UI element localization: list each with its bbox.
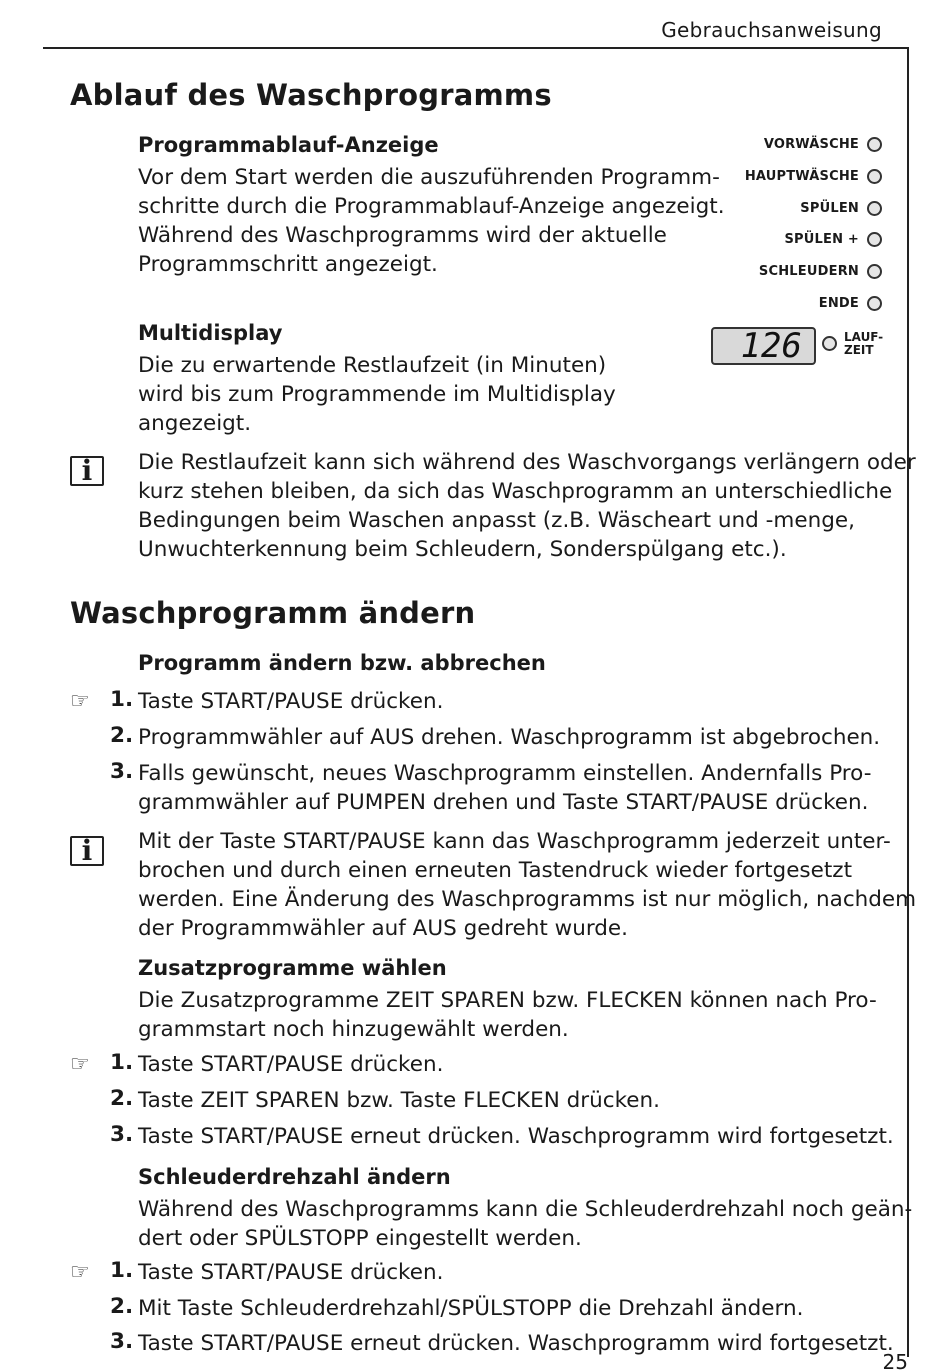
info-icon: i	[70, 836, 104, 866]
step-text: Taste START/PAUSE erneut drücken. Waschprogramm wird fortgesetzt.	[138, 1124, 894, 1149]
text-line: Die Zusatzprogramme ZEIT SPAREN bzw. FLECKEN können nach Pro-	[138, 988, 877, 1013]
status-led-icon	[867, 296, 882, 311]
step-number: 1.	[110, 1258, 134, 1283]
text-line: Während des Waschprogramms wird der aktuelle	[138, 223, 667, 248]
step-number: 2.	[110, 723, 134, 748]
subheading-programm-aendern: Programm ändern bzw. abbrechen	[138, 651, 546, 675]
panel-label: SPÜLEN +	[784, 232, 859, 247]
step-text: Taste START/PAUSE drücken.	[138, 689, 444, 714]
step-text: Taste START/PAUSE erneut drücken. Waschprogramm wird fortgesetzt.	[138, 1331, 894, 1356]
page-number: 25	[882, 1350, 908, 1372]
info-note-start-pause	[138, 827, 916, 943]
paragraph-programmablauf	[138, 163, 725, 279]
paragraph-multidisplay	[138, 351, 616, 438]
paragraph-schleuderdrehzahl	[138, 1195, 912, 1253]
panel-row-ende	[819, 296, 882, 311]
step-text: Programmwähler auf AUS drehen. Waschprogramm ist abgebrochen.	[138, 725, 881, 750]
pointing-hand-icon: ☞	[70, 1052, 90, 1077]
text-line: Unwuchterkennung beim Schleudern, Sonderspülgang etc.).	[138, 537, 787, 562]
laufzeit-led-icon	[822, 336, 837, 351]
status-led-icon	[867, 169, 882, 184]
text-line: Die zu erwartende Restlaufzeit (in Minuten)	[138, 353, 607, 378]
text-line: wird bis zum Programmende im Multidisplay	[138, 382, 616, 407]
subheading-zusatzprogramme: Zusatzprogramme wählen	[138, 956, 447, 980]
text-line: dert oder SPÜLSTOPP eingestellt werden.	[138, 1226, 582, 1251]
text-line: brochen und durch einen erneuten Tastendruck wieder fortgesetzt	[138, 858, 852, 883]
panel-label: SPÜLEN	[800, 201, 859, 216]
panel-row-spuelen	[800, 201, 882, 216]
status-led-icon	[867, 201, 882, 216]
text-line: der Programmwähler auf AUS gedreht wurde.	[138, 916, 628, 941]
step-number: 2.	[110, 1086, 134, 1111]
multidisplay	[711, 327, 816, 365]
step-text: Taste ZEIT SPAREN bzw. Taste FLECKEN drücken.	[138, 1088, 660, 1113]
pointing-hand-icon: ☞	[70, 1260, 90, 1285]
step-number: 2.	[110, 1294, 134, 1319]
text-line: werden. Eine Änderung des Waschprogramms ist nur möglich, nachdem	[138, 887, 917, 912]
section-title-ablauf: Ablauf des Waschprogramms	[70, 78, 552, 112]
panel-row-schleudern	[759, 264, 882, 279]
paragraph-zusatzprogramme	[138, 986, 877, 1044]
laufzeit-label-line: ZEIT	[844, 343, 874, 357]
pointing-hand-icon: ☞	[70, 689, 90, 714]
info-note-restlaufzeit	[138, 448, 916, 564]
text-line: Bedingungen beim Waschen anpasst (z.B. Wäscheart und -menge,	[138, 508, 855, 533]
text-line: grammstart noch hinzugewählt werden.	[138, 1017, 569, 1042]
panel-row-hauptwaesche	[745, 169, 882, 184]
text-line: angezeigt.	[138, 411, 252, 436]
step-text: Taste START/PAUSE drücken.	[138, 1260, 444, 1285]
panel-row-vorwaesche	[764, 137, 882, 152]
step-number: 1.	[110, 687, 134, 712]
laufzeit-label	[844, 331, 883, 357]
text-line: Programmschritt angezeigt.	[138, 252, 438, 277]
right-margin-rule	[907, 47, 909, 1357]
step-text	[138, 759, 871, 817]
step-number: 1.	[110, 1050, 134, 1075]
subheading-programmablauf: Programmablauf-Anzeige	[138, 133, 439, 157]
section-title-aendern: Waschprogramm ändern	[70, 596, 476, 630]
subheading-schleuderdrehzahl: Schleuderdrehzahl ändern	[138, 1165, 451, 1189]
text-line: Falls gewünscht, neues Waschprogramm einstellen. Andernfalls Pro-	[138, 761, 872, 786]
text-line: kurz stehen bleiben, da sich das Waschprogramm an unterschiedliche	[138, 479, 893, 504]
status-led-icon	[867, 232, 882, 247]
step-text: Mit Taste Schleuderdrehzahl/SPÜLSTOPP die Drehzahl ändern.	[138, 1296, 804, 1321]
display-value: 126	[740, 326, 802, 366]
panel-label: HAUPTWÄSCHE	[744, 169, 859, 184]
subheading-multidisplay: Multidisplay	[138, 321, 283, 345]
step-number: 3.	[110, 759, 134, 784]
laufzeit-label-line: LAUF-	[844, 330, 884, 344]
text-line: Während des Waschprogramms kann die Schleuderdrehzahl noch geän-	[138, 1197, 913, 1222]
panel-row-spuelen-plus	[784, 232, 882, 247]
panel-label: SCHLEUDERN	[758, 264, 859, 279]
header-rule	[43, 47, 909, 49]
info-icon: i	[70, 456, 104, 486]
text-line: Die Restlaufzeit kann sich während des Waschvorgangs verlängern oder	[138, 450, 916, 475]
text-line: schritte durch die Programmablauf-Anzeige angezeigt.	[138, 194, 725, 219]
text-line: grammwähler auf PUMPEN drehen und Taste START/PAUSE drücken.	[138, 790, 869, 815]
running-header: Gebrauchsanweisung	[661, 18, 882, 42]
text-line: Mit der Taste START/PAUSE kann das Waschprogramm jederzeit unter-	[138, 829, 891, 854]
text-line: Vor dem Start werden die auszuführenden Programm-	[138, 165, 720, 190]
panel-label: ENDE	[818, 296, 859, 311]
step-text: Taste START/PAUSE drücken.	[138, 1052, 444, 1077]
status-led-icon	[867, 137, 882, 152]
panel-label: VORWÄSCHE	[763, 137, 859, 152]
step-number: 3.	[110, 1329, 134, 1354]
step-number: 3.	[110, 1122, 134, 1147]
status-led-icon	[867, 264, 882, 279]
